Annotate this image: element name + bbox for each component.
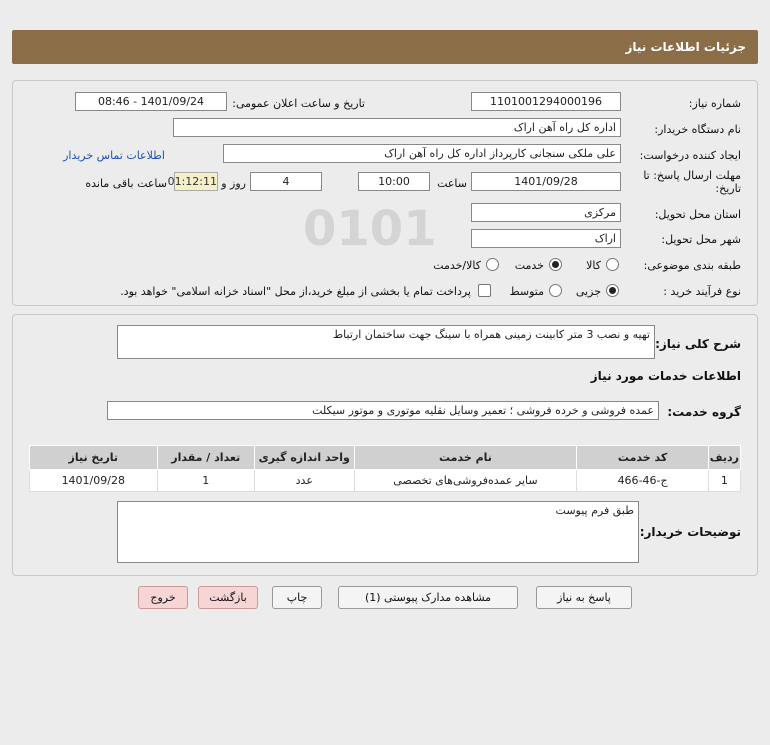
remaining-time-label: ساعت باقی مانده [85, 177, 167, 190]
category-radio-service[interactable] [549, 258, 562, 271]
summary-field: تهیه و نصب 3 متر کابینت زمینی همراه با سینگ جهت ساختمان ارتباط [117, 325, 655, 359]
category-radio-goods-service[interactable] [486, 258, 499, 271]
category-label: طبقه بندی موضوعی: [643, 259, 741, 272]
announce-label: تاریخ و ساعت اعلان عمومی: [232, 97, 365, 110]
process-label: نوع فرآیند خرید : [663, 285, 741, 298]
buyer-notes-label: توضیحات خریدار: [639, 525, 741, 539]
service-group-field: عمده فروشی و خرده فروشی ؛ تعمیر وسایل نقلیه موتوری و موتور سیکلت [107, 401, 659, 420]
days-field: 4 [250, 172, 322, 191]
table-row [30, 470, 741, 492]
buyer-notes-field: طبق فرم پیوست [117, 501, 639, 563]
cell-quantity: 1 [157, 470, 255, 492]
col-service-name: نام خدمت [354, 446, 577, 470]
col-service-code: کد خدمت [577, 446, 708, 470]
category-option-goods-service: کالا/خدمت [433, 259, 481, 272]
table-header-row [30, 446, 741, 470]
city-field: اراک [471, 229, 621, 248]
category-option-service: خدمت [514, 259, 544, 272]
deadline-label-line1: مهلت ارسال پاسخ: تا [643, 169, 741, 182]
process-radio-medium[interactable] [549, 284, 562, 297]
remaining-time-field: 01:12:11 [174, 172, 218, 191]
creator-field: علی ملکی سنجانی کارپرداز اداره کل راه آهن اراک [223, 144, 621, 163]
services-table [29, 445, 741, 492]
buyer-contact-link[interactable]: اطلاعات تماس خریدار [63, 149, 165, 162]
cell-service-code: ج-46-466 [577, 470, 708, 492]
summary-label: شرح کلی نیاز: [655, 337, 741, 351]
creator-label: ایجاد کننده درخواست: [639, 149, 741, 162]
col-row-number: ردیف [708, 446, 740, 470]
days-label: روز و [221, 177, 246, 190]
process-radio-minor[interactable] [606, 284, 619, 297]
treasury-checkbox[interactable] [478, 284, 491, 297]
service-group-label: گروه خدمت: [667, 405, 741, 419]
process-option-minor: جزیی [575, 285, 601, 298]
need-number-field: 1101001294000196 [471, 92, 621, 111]
buyer-org-field: اداره کل راه آهن اراک [173, 118, 621, 137]
category-option-goods: کالا [586, 259, 601, 272]
cell-service-name: سایر عمده‌فروشی‌های تخصصی [354, 470, 577, 492]
col-unit: واحد اندازه گیری [255, 446, 354, 470]
buyer-org-label: نام دستگاه خریدار: [654, 123, 741, 136]
deadline-time-field: 10:00 [358, 172, 430, 191]
page-header [12, 30, 758, 64]
services-heading: اطلاعات خدمات مورد نیاز [590, 369, 741, 383]
payment-note: پرداخت تمام یا بخشی از مبلغ خرید،از محل "اسناد خزانه اسلامی" خواهد بود. [120, 285, 471, 298]
province-label: استان محل تحویل: [654, 208, 741, 221]
category-radio-goods[interactable] [606, 258, 619, 271]
exit-button[interactable]: خروج [138, 586, 188, 609]
col-need-date: تاریخ نیاز [30, 446, 158, 470]
info-panel [12, 80, 758, 306]
cell-unit: عدد [255, 470, 354, 492]
province-field: مرکزی [471, 203, 621, 222]
need-number-label: شماره نیاز: [688, 97, 741, 110]
city-label: شهر محل تحویل: [661, 233, 741, 246]
reply-button[interactable]: پاسخ به نیاز [536, 586, 632, 609]
watermark-logo: 0101 [303, 201, 437, 257]
print-button[interactable]: چاپ [272, 586, 322, 609]
col-quantity: تعداد / مقدار [157, 446, 255, 470]
back-button[interactable]: بازگشت [198, 586, 258, 609]
process-option-medium: متوسط [509, 285, 544, 298]
deadline-date-field: 1401/09/28 [471, 172, 621, 191]
deadline-label-line2: تاریخ: [715, 182, 741, 195]
cell-need-date: 1401/09/28 [30, 470, 158, 492]
details-panel [12, 314, 758, 576]
announce-field: 1401/09/24 - 08:46 [75, 92, 227, 111]
page-title: جزئیات اطلاعات نیاز [625, 40, 746, 54]
view-attachments-button[interactable]: مشاهده مدارک پیوستی (1) [338, 586, 518, 609]
cell-row-number: 1 [708, 470, 740, 492]
deadline-time-label: ساعت [437, 177, 467, 190]
